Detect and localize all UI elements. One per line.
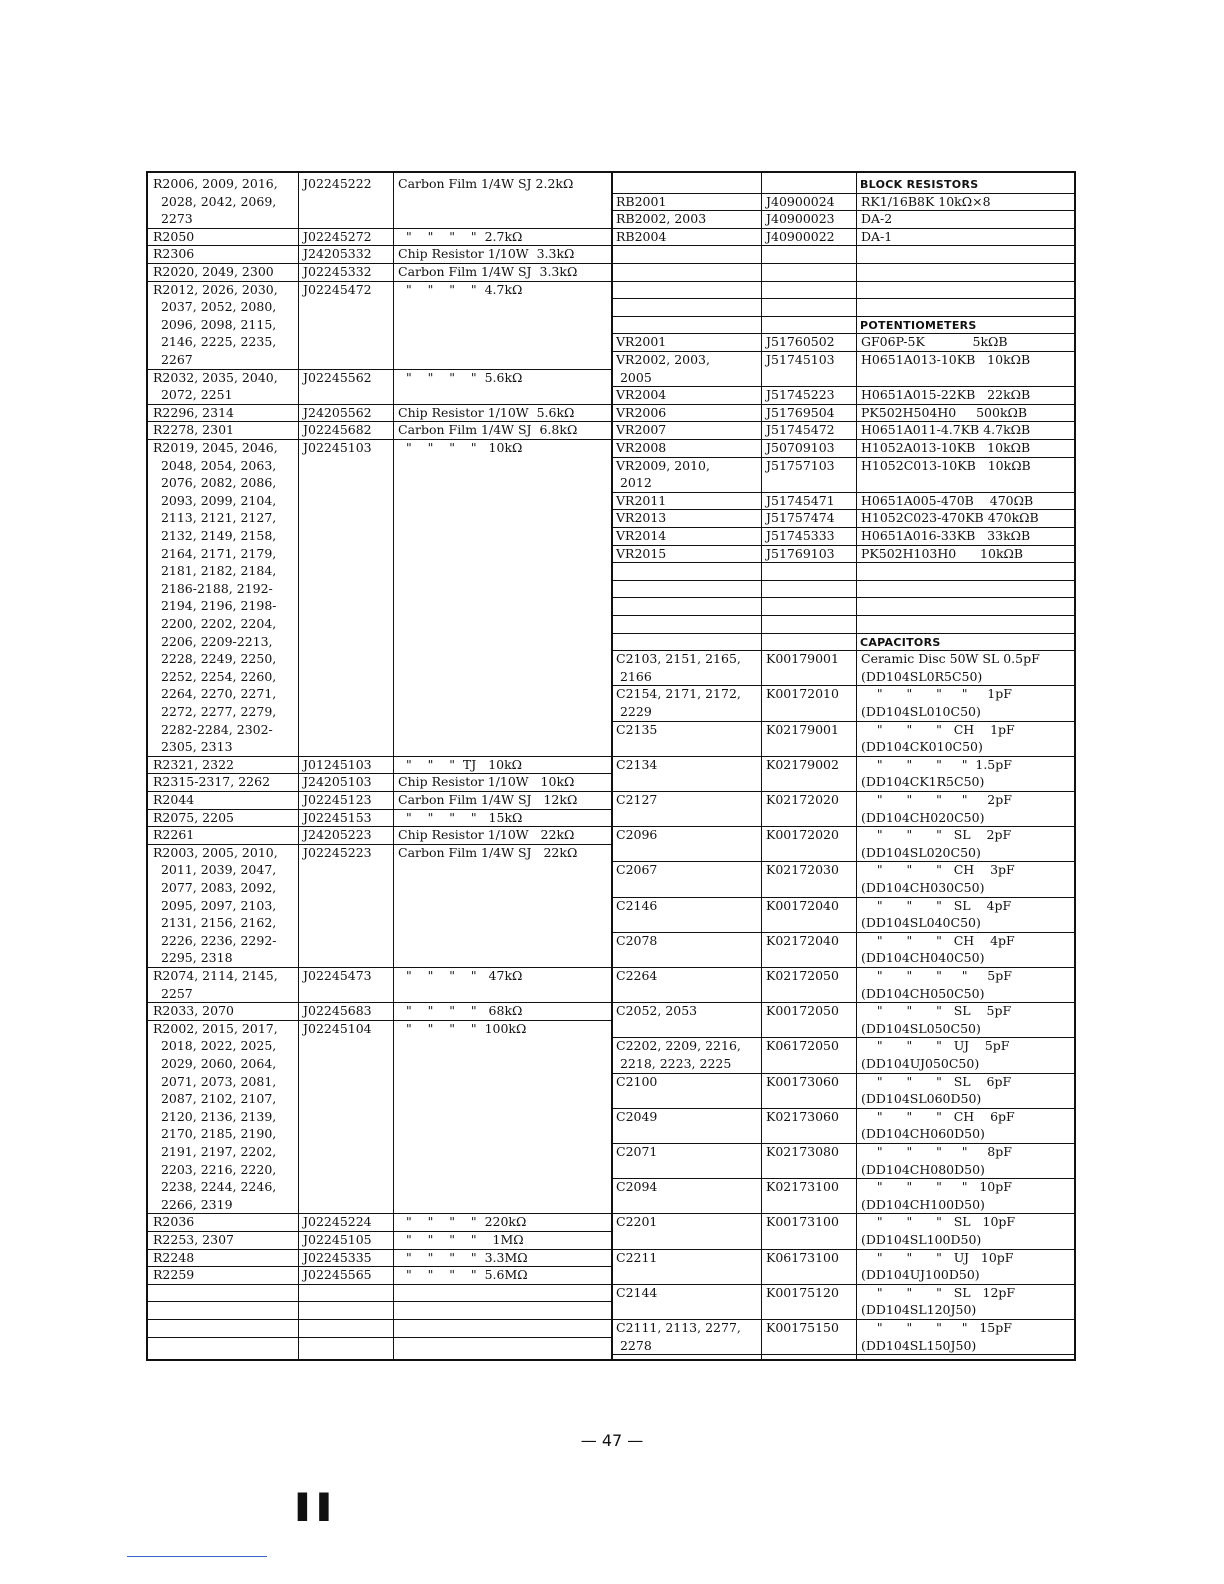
left-part-number-cell: J02245222 [303, 176, 372, 191]
row-divider [611, 562, 1076, 563]
left-ref-cell: R2321, 2322 [153, 756, 234, 772]
row-divider [148, 1337, 611, 1338]
right-description-cell: " " " CH 3pF (DD104CH030C50) [861, 862, 1015, 895]
right-part-number-cell: K00179001 [766, 651, 839, 667]
right-part-number-cell: J51757474 [766, 510, 835, 526]
left-ref-cell: R2032, 2035, 2040, 2072, 2251 [153, 369, 278, 403]
left-ref-cell: R2259 [153, 1267, 195, 1283]
right-ref-cell: C2202, 2209, 2216, 2218, 2223, 2225 [616, 1038, 741, 1071]
right-description-cell: " " " SL 5pF (DD104SL050C50) [861, 1003, 1012, 1036]
left-ref-cell: R2306 [153, 246, 195, 262]
left-description-cell: Carbon Film 1/4W SJ 12kΩ [398, 792, 578, 807]
right-description-cell: " " " SL 10pF (DD104SL100D50) [861, 1214, 1016, 1247]
right-ref-cell: VR2013 [616, 510, 667, 526]
left-part-number-cell: J02245332 [303, 264, 372, 279]
right-description-cell: H1052C013-10KB 10kΩB [861, 457, 1031, 473]
left-ref-cell: R2036 [153, 1214, 195, 1230]
right-description-cell: " " " UJ 10pF (DD104UJ100D50) [861, 1249, 1014, 1283]
right-ref-cell: RB2002, 2003 [616, 211, 707, 227]
left-description-cell: " " " " 10kΩ [398, 440, 523, 455]
left-description-cell: " " " TJ 10kΩ [398, 756, 523, 772]
right-ref-cell: C2127 [616, 792, 658, 807]
left-part-number-cell: J24205223 [303, 827, 372, 843]
right-part-number-cell: J51745103 [766, 352, 835, 367]
right-ref-cell: VR2011 [616, 492, 667, 508]
right-description-cell: " " " CH 4pF (DD104CH040C50) [861, 932, 1015, 966]
row-divider [148, 1284, 611, 1285]
right-ref-cell: C2144 [616, 1284, 658, 1300]
left-ref-cell: R2002, 2015, 2017, 2018, 2022, 2025, 2029, 2060, 2064, 2071, 2073, 2081, 2087, 2102, 2107, 2120, 2136, 2139, 2170, 2185, 2190, 2191, 2197, 2202, 2203, 2216, 2220, 2238, 2244, 2246, 2266, 2319 [153, 1020, 278, 1212]
right-part-number-cell: J40900023 [766, 211, 835, 227]
left-ref-cell: R2261 [153, 827, 195, 843]
row-divider [611, 316, 1076, 317]
left-ref-cell: R2050 [153, 228, 195, 244]
left-part-number-cell: J24205562 [303, 404, 372, 420]
right-ref-cell: C2049 [616, 1108, 658, 1124]
right-part-number-cell: K00175150 [766, 1320, 839, 1335]
left-ref-cell: R2253, 2307 [153, 1232, 234, 1247]
left-part-number-cell: J24205103 [303, 774, 372, 790]
right-part-number-cell: K00172050 [766, 1003, 839, 1019]
right-part-number-cell: K06173100 [766, 1249, 839, 1265]
right-description-cell: PK502H504H0 500kΩB [861, 404, 1028, 420]
left-ref-cell: R2278, 2301 [153, 422, 234, 438]
parts-list-table [146, 171, 1076, 1361]
left-ref-cell: R2003, 2005, 2010, 2011, 2039, 2047, 2077, 2083, 2092, 2095, 2097, 2103, 2131, 2156, 2162, 2226, 2236, 2292- 2295, 2318 [153, 844, 278, 966]
right-part-number-cell: K00173100 [766, 1214, 839, 1230]
right-part-number-cell: K00175120 [766, 1284, 839, 1300]
right-ref-cell: C2135 [616, 721, 658, 737]
right-description-cell: " " " UJ 5pF (DD104UJ050C50) [861, 1038, 1010, 1071]
right-ref-cell: VR2006 [616, 404, 667, 420]
right-description-cell: " " " CH 1pF (DD104CK010C50) [861, 721, 1015, 755]
left-description-cell: Carbon Film 1/4W SJ 22kΩ [398, 844, 578, 860]
left-part-number-cell: J02245335 [303, 1249, 372, 1265]
left-part-number-cell: J02245103 [303, 440, 372, 455]
row-divider [611, 281, 1076, 282]
right-ref-cell: VR2014 [616, 528, 667, 543]
right-part-number-cell: J51769103 [766, 545, 835, 561]
left-ref-cell: R2044 [153, 792, 195, 807]
right-description-cell: H0651A005-470B 470ΩB [861, 492, 1034, 508]
right-part-number-cell: K02172040 [766, 932, 839, 948]
row-divider [611, 633, 1076, 634]
right-ref-cell: C2078 [616, 932, 658, 948]
left-description-cell: Chip Resistor 1/10W 5.6kΩ [398, 404, 575, 420]
right-description-cell: DA-2 [861, 211, 893, 227]
section-header: POTENTIOMETERS [860, 318, 977, 332]
left-description-cell: Carbon Film 1/4W SJ 6.8kΩ [398, 422, 578, 438]
right-description-cell: GF06P-5K 5kΩB [861, 334, 1008, 350]
left-part-number-cell: J02245153 [303, 809, 372, 825]
right-description-cell: " " " SL 6pF (DD104SL060D50) [861, 1073, 1012, 1107]
left-ref-cell: R2033, 2070 [153, 1003, 234, 1019]
left-part-number-cell: J02245473 [303, 968, 372, 983]
left-part-number-cell: J02245682 [303, 422, 372, 438]
left-part-number-cell: J02245223 [303, 844, 372, 860]
left-description-cell: " " " " 15kΩ [398, 809, 523, 825]
left-ref-cell: R2074, 2114, 2145, 2257 [153, 968, 278, 1001]
right-part-number-cell: K02173100 [766, 1179, 839, 1195]
right-description-cell: DA-1 [861, 228, 893, 244]
left-description-cell: " " " " 220kΩ [398, 1214, 527, 1230]
left-ref-cell: R2019, 2045, 2046, 2048, 2054, 2063, 2076, 2082, 2086, 2093, 2099, 2104, 2113, 2121, 2127, 2132, 2149, 2158, 2164, 2171, 2179, 2181, 2182, 2184, 2186-2188, 2192- 2194, 2196, 2198- 2200, 2202, 2204, 2206, 2209-2213, 2228, 2249, 2250, 2252, 2254, 2260, 2264, 2270, 2271, 2272, 2277, 2279, 2282-2284, 2302- 2305, 2313 [153, 440, 278, 755]
row-divider [611, 615, 1076, 616]
left-ref-cell: R2006, 2009, 2016, 2028, 2042, 2069, 2273 [153, 176, 278, 227]
right-ref-cell: RB2001 [616, 193, 667, 209]
right-ref-cell: VR2004 [616, 387, 667, 403]
right-description-cell: " " " SL 4pF (DD104SL040C50) [861, 897, 1012, 931]
right-part-number-cell: K02179002 [766, 756, 839, 772]
left-part-number-cell: J02245123 [303, 792, 372, 807]
right-ref-cell: C2134 [616, 756, 658, 772]
right-part-number-cell: J51769504 [766, 404, 835, 420]
right-description-cell: " " " " 10pF (DD104CH100D50) [861, 1179, 1012, 1212]
left-part-number-cell: J02245565 [303, 1267, 372, 1283]
right-part-number-cell: K02179001 [766, 721, 839, 737]
row-divider [148, 1301, 611, 1302]
right-ref-cell: C2154, 2171, 2172, 2229 [616, 686, 741, 719]
left-part-number-cell: J02245472 [303, 281, 372, 297]
section-header: BLOCK RESISTORS [860, 178, 979, 191]
left-description-cell: " " " " 5.6MΩ [398, 1267, 528, 1283]
left-description-cell: " " " " 68kΩ [398, 1003, 523, 1019]
right-description-cell: " " " " 5pF (DD104CH050C50) [861, 968, 1012, 1001]
footer-rule [127, 1556, 267, 1557]
left-part-number-cell: J24205332 [303, 246, 372, 262]
row-divider [148, 1319, 611, 1320]
right-description-cell: H1052C023-470KB 470kΩB [861, 510, 1039, 526]
right-ref-cell: C2067 [616, 862, 658, 878]
right-description-cell: PK502H103H0 10kΩB [861, 545, 1024, 561]
right-part-number-cell: K00173060 [766, 1073, 839, 1089]
right-description-cell: RK1/16B8K 10kΩ×8 [861, 193, 991, 209]
row-divider [611, 245, 1076, 246]
row-divider [611, 263, 1076, 264]
column-divider [298, 173, 299, 1359]
left-ref-cell: R2020, 2049, 2300 [153, 264, 274, 279]
left-description-cell: " " " " 5.6kΩ [398, 369, 523, 385]
row-divider [611, 597, 1076, 598]
left-part-number-cell: J02245104 [303, 1020, 372, 1036]
left-description-cell: Chip Resistor 1/10W 3.3kΩ [398, 246, 575, 262]
right-ref-cell: VR2008 [616, 440, 667, 455]
left-description-cell: " " " " 3.3MΩ [398, 1249, 528, 1265]
right-ref-cell: VR2015 [616, 545, 667, 561]
left-description-cell: " " " " 2.7kΩ [398, 228, 523, 244]
right-part-number-cell: K00172040 [766, 897, 839, 913]
left-description-cell: Carbon Film 1/4W SJ 3.3kΩ [398, 264, 578, 279]
left-ref-cell: R2075, 2205 [153, 809, 234, 825]
right-description-cell: " " " SL 12pF (DD104SL120J50) [861, 1284, 1016, 1318]
right-description-cell: " " " " 8pF (DD104CH080D50) [861, 1144, 1012, 1177]
left-ref-cell: R2248 [153, 1249, 195, 1265]
row-divider [611, 298, 1076, 299]
right-part-number-cell: K02173060 [766, 1108, 839, 1124]
right-description-cell: H0651A013-10KB 10kΩB [861, 352, 1031, 367]
left-part-number-cell: J02245683 [303, 1003, 372, 1019]
right-part-number-cell: J40900022 [766, 228, 835, 244]
right-ref-cell: C2103, 2151, 2165, 2166 [616, 651, 741, 684]
right-description-cell: Ceramic Disc 50W SL 0.5pF (DD104SL0R5C50) [861, 651, 1040, 684]
right-description-cell: " " " " 1.5pF (DD104CK1R5C50) [861, 756, 1012, 790]
right-description-cell: " " " " 15pF (DD104SL150J50) [861, 1320, 1012, 1353]
right-ref-cell: C2094 [616, 1179, 658, 1195]
right-part-number-cell: K02172050 [766, 968, 839, 983]
right-part-number-cell: J51745472 [766, 422, 835, 438]
right-part-number-cell: J51745223 [766, 387, 835, 403]
right-part-number-cell: K06172050 [766, 1038, 839, 1054]
right-ref-cell: C2071 [616, 1144, 658, 1159]
right-description-cell: H0651A011-4.7KB 4.7kΩB [861, 422, 1031, 438]
right-description-cell: " " " " 1pF (DD104SL010C50) [861, 686, 1012, 719]
left-part-number-cell: J02245562 [303, 369, 372, 385]
right-ref-cell: VR2007 [616, 422, 667, 438]
right-part-number-cell: J51745333 [766, 528, 835, 543]
right-ref-cell: C2096 [616, 827, 658, 843]
left-part-number-cell: J02245224 [303, 1214, 372, 1230]
right-ref-cell: VR2001 [616, 334, 667, 350]
right-part-number-cell: J40900024 [766, 193, 835, 209]
left-description-cell: Carbon Film 1/4W SJ 2.2kΩ [398, 176, 574, 191]
left-description-cell: " " " " 4.7kΩ [398, 281, 523, 297]
page-number: — 47 — [580, 1431, 644, 1450]
column-divider [393, 173, 394, 1359]
right-description-cell: " " " SL 2pF (DD104SL020C50) [861, 827, 1012, 860]
left-ref-cell: R2012, 2026, 2030, 2037, 2052, 2080, 2096, 2098, 2115, 2146, 2225, 2235, 2267 [153, 281, 278, 367]
right-description-cell: H0651A015-22KB 22kΩB [861, 387, 1031, 403]
right-part-number-cell: K02172020 [766, 792, 839, 807]
right-ref-cell: C2211 [616, 1249, 658, 1265]
section-header: CAPACITORS [860, 635, 941, 649]
right-ref-cell: C2052, 2053 [616, 1003, 698, 1019]
right-part-number-cell: J50709103 [766, 440, 835, 455]
left-ref-cell: R2296, 2314 [153, 404, 234, 420]
row-divider [611, 580, 1076, 581]
right-description-cell: " " " CH 6pF (DD104CH060D50) [861, 1108, 1015, 1142]
right-ref-cell: RB2004 [616, 228, 667, 244]
left-part-number-cell: J02245105 [303, 1232, 372, 1247]
right-ref-cell: C2146 [616, 897, 658, 913]
left-description-cell: " " " " 1MΩ [398, 1232, 524, 1247]
right-part-number-cell: J51760502 [766, 334, 835, 350]
right-part-number-cell: K02172030 [766, 862, 839, 878]
left-ref-cell: R2315-2317, 2262 [153, 774, 271, 790]
right-part-number-cell: J51757103 [766, 457, 835, 473]
left-description-cell: Chip Resistor 1/10W 10kΩ [398, 774, 575, 790]
right-part-number-cell: K00172010 [766, 686, 839, 702]
right-description-cell: H0651A016-33KB 33kΩB [861, 528, 1031, 543]
right-ref-cell: C2111, 2113, 2277, 2278 [616, 1320, 741, 1353]
right-ref-cell: C2201 [616, 1214, 658, 1230]
right-part-number-cell: K00172020 [766, 827, 839, 843]
left-description-cell: Chip Resistor 1/10W 22kΩ [398, 827, 575, 843]
footer-marks: ▌▌ [298, 1493, 341, 1521]
left-description-cell: " " " " 47kΩ [398, 968, 523, 983]
right-ref-cell: C2264 [616, 968, 658, 983]
row-divider [611, 1354, 1076, 1355]
left-part-number-cell: J01245103 [303, 756, 372, 772]
right-part-number-cell: K02173080 [766, 1144, 839, 1159]
right-ref-cell: C2100 [616, 1073, 658, 1089]
right-ref-cell: VR2009, 2010, 2012 [616, 457, 710, 491]
left-part-number-cell: J02245272 [303, 228, 372, 244]
right-part-number-cell: J51745471 [766, 492, 835, 508]
right-description-cell: H1052A013-10KB 10kΩB [861, 440, 1031, 455]
right-description-cell: " " " " 2pF (DD104CH020C50) [861, 792, 1012, 825]
left-description-cell: " " " " 100kΩ [398, 1020, 527, 1036]
right-ref-cell: VR2002, 2003, 2005 [616, 352, 710, 385]
